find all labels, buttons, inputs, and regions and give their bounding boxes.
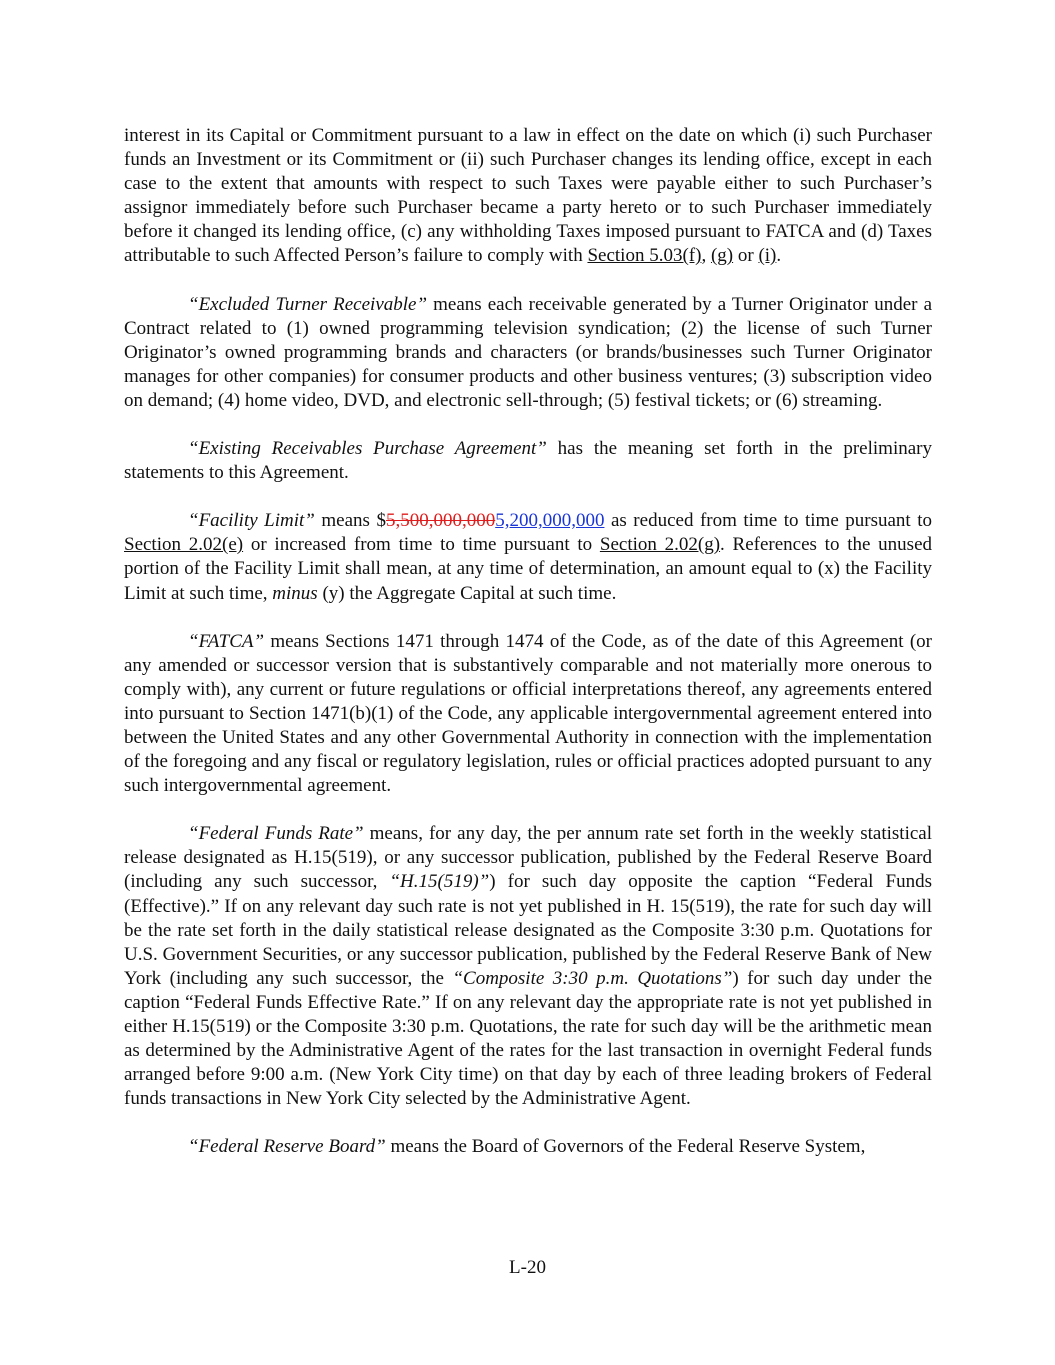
paragraph-excluded-taxes-continuation: interest in its Capital or Commitment pursuant to a law in effect on the date on which (i) such Purchaser funds an Investment or its Commitment or (ii) such Purchaser changes its lending office, except in each case to the extent that amounts with respect to such Taxes were payable either to such Purchaser’s assignor immediately before such Purchaser became a party hereto or to such Purchaser immediately before it changed its lending office, (c) any withholding Taxes imposed pursuant to FATCA and (d) Taxes attributable to such Affected Person’s failure to comply with Section 5.03(f), (g) or (i). (124, 125, 932, 267)
defined-term: “Federal Funds Rate” (188, 823, 364, 845)
definition-excluded-turner-receivable: “Excluded Turner Receivable” means each receivable generated by a Turner Originator under a Contract related to (1) owned programming television syndication; (2) the license of such Turner Originator’s owned programming brands and characters (or brands/businesses such Turner Originator manages for other companies) for consumer products and other business ventures; (3) subscription video on demand; (4) home video, DVD, and electronic sell-through; (5) festival tickets; or (6) streaming. (124, 293, 932, 411)
section-reference: Section 5.03(f) (587, 245, 702, 267)
section-reference: Section 2.02(e) (124, 534, 244, 556)
page-number: L-20 (509, 1257, 546, 1278)
deleted-amount: 5,500,000,000 (385, 510, 496, 532)
section-reference: Section 2.02(g) (599, 534, 721, 556)
definition-facility-limit: “Facility Limit” means $5,500,000,0005,200,000,000 as reduced from time to time pursuant to Section 2.02(e) or increased from time to time pursuant to Section 2.02(g). References to the unused portion of the Facility Limit shall mean, at any time of determination, an amount equal to (x) the Facility Limit at such time, minus (y) the Aggregate Capital at such time. (124, 510, 933, 604)
section-reference: (g) (710, 245, 734, 267)
defined-term: “Excluded Turner Receivable” (188, 293, 428, 315)
definition-federal-funds-rate: “Federal Funds Rate” means, for any day, the per annum rate set forth in the weekly statistical release designated as H.15(519), or any successor publication, published by the Federal Reserve Board (including any such successor, “H.15(519)”) for such day opposite the caption “Federal Funds (Effective).” If on any relevant day such rate is not yet published in H. 15(519), the rate for such day will be the rate set forth in the daily statistical release designated as the Composite 3:30 p.m. Quotations for U.S. Government Securities, or any successor publication, published by the Federal Reserve Bank of New York (including any such successor, the “Composite 3:30 p.m. Quotations”) for such day under the caption “Federal Funds Effective Rate.” If on any relevant day the appropriate rate is not yet published in either H.15(519) or the Composite 3:30 p.m. Quotations, the rate for such day will be the arithmetic mean as determined by the Administrative Agent of the rates for the last transaction in overnight Federal funds arranged before 9:00 a.m. (New York City time) on that day by each of three leading brokers of Federal funds transactions in New York City selected by the Administrative Agent. (124, 823, 933, 1110)
definition-federal-reserve-board: “Federal Reserve Board” means the Board of Governors of the Federal Reserve System, (188, 1136, 866, 1158)
defined-term: “FATCA” (188, 630, 265, 652)
definition-fatca: “FATCA” means Sections 1471 through 1474 of the Code, as of the date of this Agreement (or any amended or successor version that is substantively comparable and not materially more onerous to comply with), any current or future regulations or official interpretations thereof, any agreements entered into pursuant to Section 1471(b)(1) of the Code, any applicable intergovernmental agreement entered into between the United States and any other Governmental Authority in connection with the implementation of the foregoing and any fiscal or regulatory legislation, rules or official practices adopted pursuant to any such intergovernmental agreement. (124, 630, 932, 797)
inserted-amount: 5,200,000,000 (495, 510, 605, 532)
definition-existing-receivables-purchase-agreement: “Existing Receivables Purchase Agreement” has the meaning set forth in the preliminary statements to this Agreement. (124, 438, 932, 484)
defined-term: “Existing Receivables Purchase Agreement” (188, 438, 547, 460)
defined-term: “Federal Reserve Board” (188, 1136, 386, 1158)
defined-term: “Facility Limit” (188, 510, 315, 532)
section-reference: (i) (758, 245, 777, 267)
document-page (124, 124, 932, 1183)
